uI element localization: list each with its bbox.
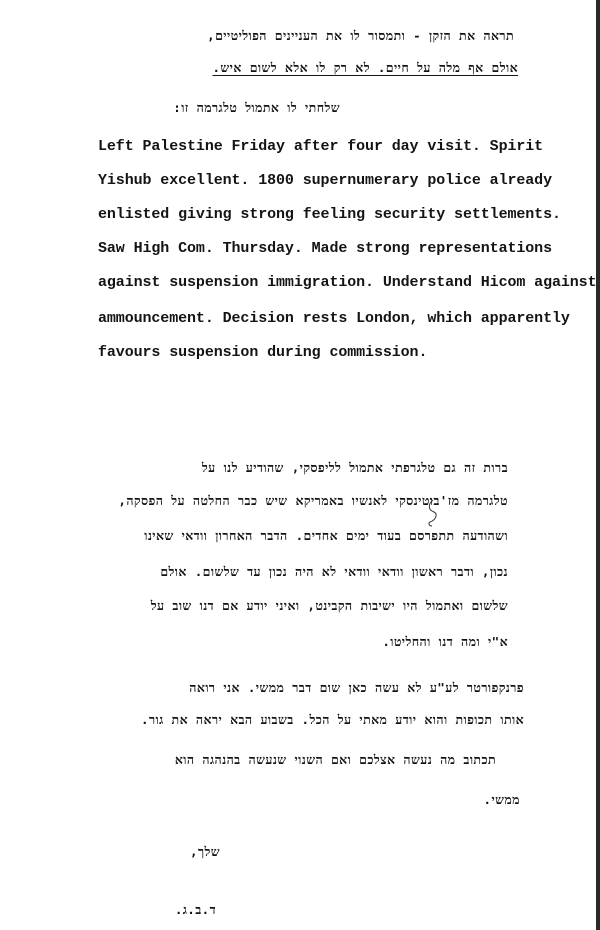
paragraph1-line-4: נכון, ודבר ראשון וודאי וודאי לא היה נכון עד שלשום. אולם bbox=[160, 564, 508, 579]
paragraph2-line-1: פרנקפורטר לע"ע לא עשה כאן שום דבר ממשי. אני רואה bbox=[189, 680, 524, 695]
paragraph2-line-4: ממשי. bbox=[483, 792, 520, 807]
page-edge-bar bbox=[596, 0, 600, 930]
top-line-2-underlined: אולם אף מלה על חיים. לא רק לו אלא לשום איש. bbox=[212, 60, 518, 75]
telegram-line-5: against suspension immigration. Understand Hicom against bbox=[98, 274, 597, 291]
paragraph1-line-2: טלגרמה מז'בוטינסקי לאנשיו באמריקא שיש כבר החלטה על הפסקה, bbox=[118, 493, 508, 508]
handwritten-mark-icon bbox=[424, 498, 442, 528]
closing: שלך, bbox=[190, 844, 220, 859]
paragraph1-line-3: ושהודעה תתפרסם בעוד ימים אחדים. הדבר האחרון וודאי שאינו bbox=[144, 528, 508, 543]
top-line-1: תראה את הזקן - ותמסור לו את העניינים הפוליטיים, bbox=[207, 28, 514, 43]
telegram-line-4: Saw High Com. Thursday. Made strong representations bbox=[98, 240, 552, 257]
paragraph2-line-2: אותו תכופות והוא יודע מאתי על הכל. בשבוע הבא יראה את גור. bbox=[141, 712, 524, 727]
telegram-intro: שלחתי לו אתמול טלגרמה זו: bbox=[173, 100, 340, 115]
paragraph1-line-5: שלשום ואתמול היו ישיבות הקבינט, ואיני יודע אם דנו שוב על bbox=[150, 598, 508, 613]
signature-initials: ד.ב.ג. bbox=[174, 902, 216, 917]
telegram-line-6: ammouncement. Decision rests London, which apparently bbox=[98, 310, 570, 327]
telegram-line-1: Left Palestine Friday after four day visit. Spirit bbox=[98, 138, 544, 155]
telegram-line-3: enlisted giving strong feeling security settlements. bbox=[98, 206, 561, 223]
telegram-line-7: favours suspension during commission. bbox=[98, 344, 428, 361]
paragraph1-line-6: א"י ומה דנו והחליטו. bbox=[382, 634, 508, 649]
telegram-line-2: Yishub excellent. 1800 supernumerary police already bbox=[98, 172, 552, 189]
paragraph2-line-3: תכתוב מה נעשה אצלכם ואם השנוי שנעשה בהנהגה הוא bbox=[174, 752, 496, 767]
paragraph1-line-1: ברות זה גם טלגרפתי אתמול לליפסקי, שהודיע לנו על bbox=[201, 460, 508, 475]
